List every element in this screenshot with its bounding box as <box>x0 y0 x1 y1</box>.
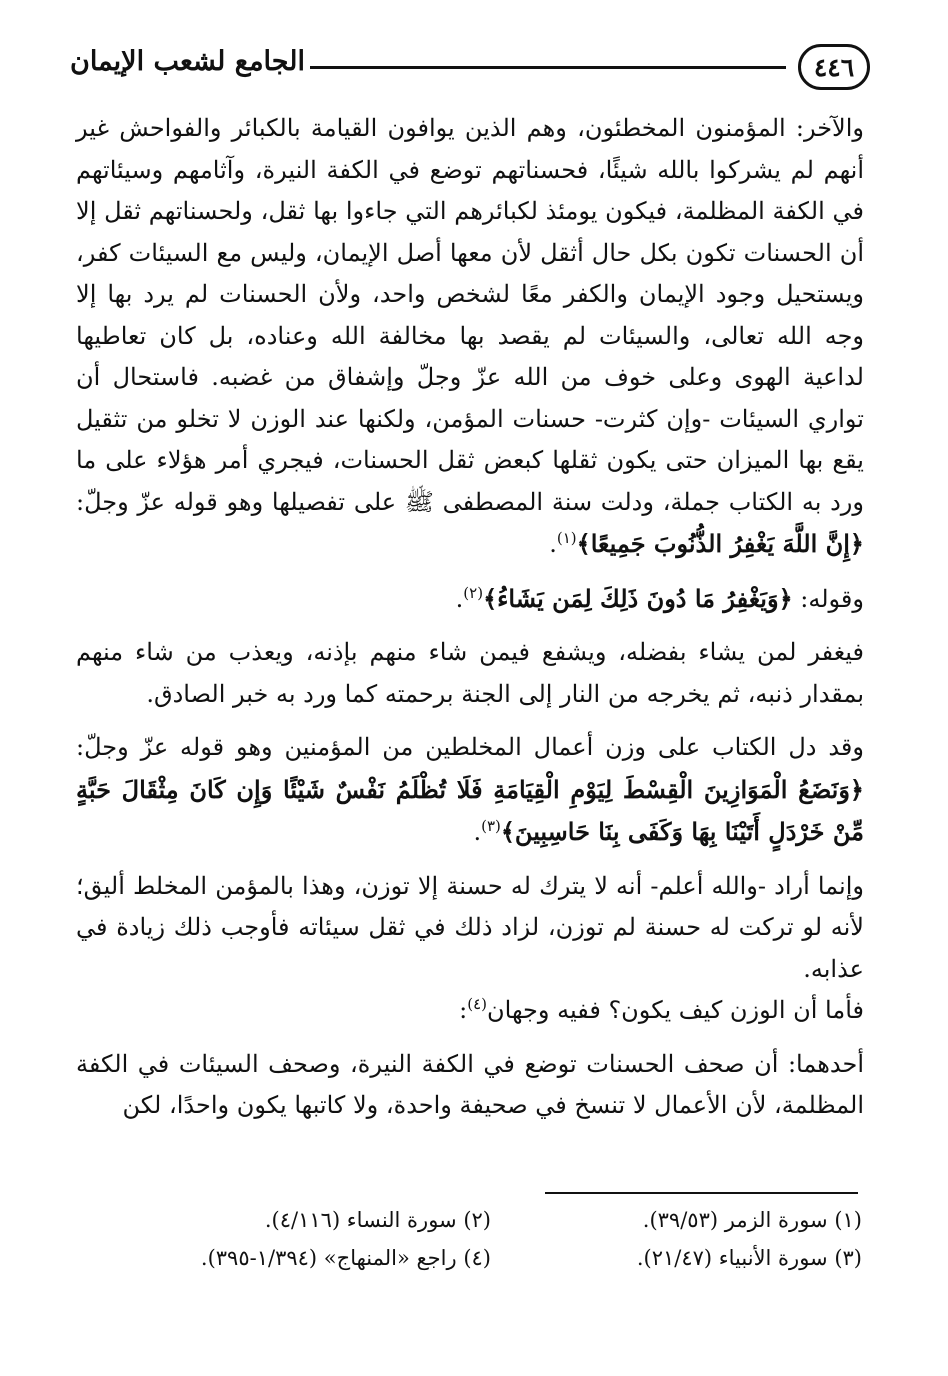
quran-verse-3: ﴿وَنَضَعُ الْمَوَازِينَ الْقِسْطَ لِيَوْمِ الْقِيَامَةِ فَلَا تُظْلَمُ نَفْسٌ شَيْئًا وَإِن كَانَ مِثْقَالَ حَبَّةٍ مِّنْ خَرْدَلٍ أَتَيْنَا بِهَا وَكَفَى بِنَا حَاسِبِينَ﴾ <box>76 774 864 846</box>
paragraph-7: أحدهما: أن صحف الحسنات توضع في الكفة النيرة، وصحف السيئات في الكفة المظلمة، لأن الأعمال لا تنسخ في صحيفة واحدة، ولا كاتبها يكون واحدًا، لكن <box>76 1049 864 1119</box>
paragraph-2-text: وقوله: <box>792 584 864 613</box>
footnote-1: (١) سورة الزمر (٣٩/٥٣). <box>642 1208 862 1232</box>
paragraph-4: وقد دل الكتاب على وزن أعمال المخلطين من المؤمنين وهو قوله عزّ وجلّ: ﴿وَنَضَعُ الْمَوَازِينَ الْقِسْطَ لِيَوْمِ الْقِيَامَةِ فَلَا تُظْلَمُ نَفْسٌ شَيْئًا وَإِن كَانَ مِثْقَالَ حَبَّةٍ مِّنْ خَرْدَلٍ أَتَيْنَا بِهَا وَكَفَى بِنَا حَاسِبِينَ﴾$^{(٣)}$. <box>76 733 864 846</box>
footnotes <box>150 1205 862 1273</box>
paragraph-6 <box>76 990 864 1032</box>
footnote-3: (٣) سورة الأنبياء (٢١/٤٧). <box>636 1246 862 1270</box>
paragraph-6-text: فأما أن الوزن كيف يكون؟ ففيه وجهان <box>487 996 864 1024</box>
footnote-ref-4: (٤) <box>467 995 488 1013</box>
paragraph-6-colon: : <box>459 996 468 1024</box>
paragraph-5: وإنما أراد -والله أعلم- أنه لا يترك له حسنة إلا توزن، وهذا بالمؤمن المخلط أليق؛ لأنه لو تركت له حسنة لم توزن، لزاد ذلك في ثقل سيئاته فأوجب ذلك زيادة في عذابه. <box>76 871 864 983</box>
paragraph-1: والآخر: المؤمنون المخطئون، وهم الذين يوافون القيامة بالكبائر والفواحش غير أنهم لم يشركوا بالله شيئًا، فحسناتهم توضع في الكفة النيرة، وآثامهم وسيئاتهم في الكفة المظلمة، فيكون يومئذ لكبائرهم التي جاءوا بها ثقل، ولحسناتهم ثقل إلا أن الحسنات تكون بكل حال أثقل لأن معها أصل الإيمان، وليس مع السيئات كفر، ويستحيل وجود الإيمان والكفر معًا لشخص واحد، ولأن الحسنات لم يرد بها إلا وجه الله تعالى، والسيئات لم يقصد بها مخالفة الله وعناده، بل كان تعاطيها لداعية الهوى وعلى خوف من الله عزّ وجلّ وإشفاق من غضبه. فاستحال أن تواري السيئات -وإن كثرت- حسنات المؤمن، ولكنها عند الوزن لا تخلو من تثقيل يقع بها الميزان حتى يكون ثقلها كبعض ثقل الحسنات، فيجري أمر هؤلاء على ما ورد به الكتاب جملة، ودلت سنة المصطفى ﷺ على تفصيلها وهو قوله عزّ وجلّ: ﴿إِنَّ اللَّهَ يَغْفِرُ الذُّنُوبَ جَمِيعًا﴾$^{(١)}$. <box>76 114 864 558</box>
footnote-ref-2: (٢) <box>463 583 484 602</box>
paragraph-1-text: والآخر: المؤمنون المخطئون، وهم الذين يوافون القيامة بالكبائر والفواحش غير أنهم لم يشركوا بالله شيئًا، فحسناتهم توضع في الكفة النيرة، وآثامهم وسيئاتهم في الكفة المظلمة، فيكون يومئذ لكبائرهم التي جاءوا بها ثقل، ولحسناتهم ثقل إلا أن الحسنات تكون بكل حال أثقل لأن معها أصل الإيمان، وليس مع السيئات كفر، ويستحيل وجود الإيمان والكفر معًا لشخص واحد، ولأن الحسنات لم يرد بها إلا وجه الله تعالى، والسيئات لم يقصد بها مخالفة الله وعناده، بل كان تعاطيها لداعية الهوى وعلى خوف من الله عزّ وجلّ وإشفاق من غضبه. فاستحال أن تواري السيئات -وإن كثرت- حسنات المؤمن، ولكنها عند الوزن لا تخلو من تثقيل يقع بها الميزان حتى يكون ثقلها كبعض ثقل الحسنات، فيجري أمر هؤلاء على ما ورد به الكتاب جملة، ودلت سنة المصطفى ﷺ على تفصيلها وهو قوله عزّ وجلّ: <box>76 114 864 516</box>
header-rule <box>310 66 786 69</box>
quran-verse-2: ﴿وَيَغْفِرُ مَا دُونَ ذَلِكَ لِمَن يَشَاءُ﴾ <box>483 583 793 613</box>
quran-verse-1: ﴿إِنَّ اللَّهَ يَغْفِرُ الذُّنُوبَ جَمِيعًا﴾ <box>576 529 864 558</box>
page-number-badge <box>798 44 870 90</box>
footnote-ref-3: (٣) <box>481 817 501 835</box>
page-header <box>70 36 870 100</box>
paragraph-2: وقوله: ﴿وَيَغْفِرُ مَا دُونَ ذَلِكَ لِمَن يَشَاءُ﴾$^{(٢)}$. <box>455 583 864 613</box>
paragraph-4-text: وقد دل الكتاب على وزن أعمال المخلطين من المؤمنين وهو قوله عزّ وجلّ: <box>76 733 864 761</box>
book-title: الجامع لشعب الإيمان <box>70 46 305 77</box>
footnote-4: (٤) راجع «المنهاج» (١/٣٩٤-٣٩٥). <box>200 1246 491 1270</box>
page-number: ٤٤٦ <box>813 52 855 82</box>
footnote-ref-1: (١) <box>556 529 577 547</box>
footnote-rule <box>545 1192 858 1194</box>
paragraph-3: فيغفر لمن يشاء بفضله، ويشفع فيمن شاء منهم بإذنه، ويعذب من شاء منهم بمقدار ذنبه، ثم يخرجه من النار إلى الجنة برحمته كما ورد به خبر الصادق. <box>76 638 864 708</box>
page-body <box>76 108 864 1127</box>
footnote-2: (٢) سورة النساء (٤/١١٦). <box>264 1208 491 1232</box>
